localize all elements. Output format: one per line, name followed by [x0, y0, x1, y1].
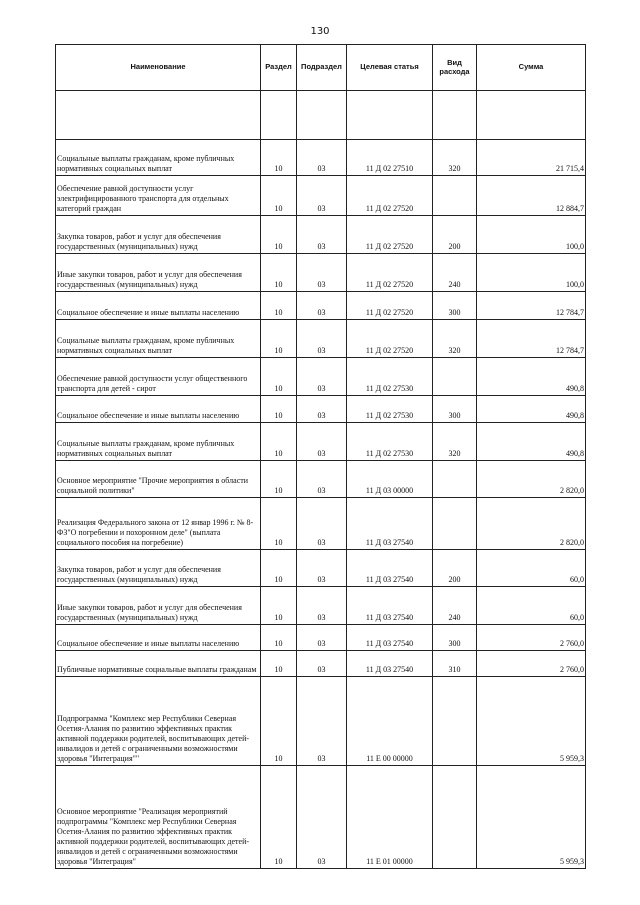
row-type: 300 — [433, 396, 477, 423]
row-sum: 5 959,3 — [477, 677, 586, 766]
row-target: 11 Д 03 27540 — [347, 651, 433, 677]
row-subsection: 03 — [297, 216, 347, 254]
table-header-row — [56, 45, 586, 91]
row-subsection: 03 — [297, 176, 347, 216]
row-subsection: 03 — [297, 677, 347, 766]
header-name: Наименование — [56, 45, 261, 91]
row-section: 10 — [261, 254, 297, 292]
row-sum: 60,0 — [477, 587, 586, 625]
row-sum: 100,0 — [477, 254, 586, 292]
row-sum: 21 715,4 — [477, 140, 586, 176]
row-type: 320 — [433, 423, 477, 461]
row-target: 11 Е 01 00000 — [347, 766, 433, 869]
table-row — [56, 176, 586, 216]
row-subsection: 03 — [297, 423, 347, 461]
header-type: Вид расхода — [433, 45, 477, 91]
row-section: 10 — [261, 423, 297, 461]
table-row — [56, 358, 586, 396]
row-section: 10 — [261, 358, 297, 396]
row-type — [433, 498, 477, 550]
row-subsection: 03 — [297, 254, 347, 292]
row-sum: 12 784,7 — [477, 292, 586, 320]
row-section: 10 — [261, 587, 297, 625]
row-type — [433, 766, 477, 869]
row-target: 11 Д 02 27530 — [347, 358, 433, 396]
row-section: 10 — [261, 461, 297, 498]
row-name: Основное мероприятие "Реализация мероприятий подпрограммы "Комплекс мер Республики Северная Осетия-Алания по развитию эффективных практик активной поддержки родителей, воспитывающих детей-инвалидов и детей с ограниченными возможностями здоровья "Интеграция" — [56, 766, 261, 869]
row-type: 320 — [433, 320, 477, 358]
row-section: 10 — [261, 140, 297, 176]
page-number: 130 — [310, 26, 330, 37]
table-row — [56, 498, 586, 550]
row-target: 11 Д 02 27520 — [347, 216, 433, 254]
row-subsection: 03 — [297, 461, 347, 498]
row-type: 240 — [433, 587, 477, 625]
row-name: Социальное обеспечение и иные выплаты населению — [56, 625, 261, 651]
table-row — [56, 292, 586, 320]
row-sum: 12 784,7 — [477, 320, 586, 358]
row-name: Обеспечение равной доступности услуг электрифицированного транспорта для отдельных категорий граждан — [56, 176, 261, 216]
table-row — [56, 320, 586, 358]
row-subsection: 03 — [297, 396, 347, 423]
row-name: Иные закупки товаров, работ и услуг для обеспечения государственных (муниципальных) нужд — [56, 254, 261, 292]
row-target: 11 Д 03 27540 — [347, 587, 433, 625]
row-type: 200 — [433, 216, 477, 254]
row-subsection: 03 — [297, 651, 347, 677]
table-row — [56, 396, 586, 423]
row-name: Закупка товаров, работ и услуг для обеспечения государственных (муниципальных) нужд — [56, 550, 261, 587]
row-subsection: 03 — [297, 320, 347, 358]
row-subsection: 03 — [297, 766, 347, 869]
row-section: 10 — [261, 677, 297, 766]
row-subsection: 03 — [297, 292, 347, 320]
row-sum: 2 760,0 — [477, 651, 586, 677]
row-section: 10 — [261, 498, 297, 550]
row-name: Публичные нормативные социальные выплаты гражданам — [56, 651, 261, 677]
row-target: 11 Д 02 27520 — [347, 292, 433, 320]
row-sum: 60,0 — [477, 550, 586, 587]
row-subsection: 03 — [297, 498, 347, 550]
row-section: 10 — [261, 625, 297, 651]
row-target: 11 Д 03 27540 — [347, 550, 433, 587]
table-row — [56, 140, 586, 176]
row-name: Реализация Федерального закона от 12 январ 1996 г. № 8-ФЗ"О погребении и похоронном деле" (выплата социального пособия на погребение) — [56, 498, 261, 550]
row-target: 11 Д 02 27520 — [347, 320, 433, 358]
header-sum: Сумма — [477, 45, 586, 91]
row-target: 11 Д 02 27520 — [347, 254, 433, 292]
row-type: 310 — [433, 651, 477, 677]
row-section: 10 — [261, 176, 297, 216]
row-name: Социальное обеспечение и иные выплаты населению — [56, 292, 261, 320]
row-type: 300 — [433, 625, 477, 651]
row-target: 11 Д 02 27530 — [347, 396, 433, 423]
table-row — [56, 625, 586, 651]
row-name: Подпрограмма "Комплекс мер Республики Северная Осетия-Алания по развитию эффективных практик активной поддержки родителей, воспитывающих детей-инвалидов и детей с ограниченными возможностями здоровья "Интеграция"" — [56, 677, 261, 766]
row-type — [433, 358, 477, 396]
row-subsection: 03 — [297, 550, 347, 587]
header-target: Целевая статья — [347, 45, 433, 91]
table-row — [56, 423, 586, 461]
table-row — [56, 766, 586, 869]
table-row — [56, 216, 586, 254]
table-row — [56, 550, 586, 587]
row-name: Социальные выплаты гражданам, кроме публичных нормативных социальных выплат — [56, 423, 261, 461]
row-sum: 2 820,0 — [477, 461, 586, 498]
row-name: Социальные выплаты гражданам, кроме публичных нормативных социальных выплат — [56, 140, 261, 176]
table-row — [56, 587, 586, 625]
row-section: 10 — [261, 216, 297, 254]
row-type — [433, 461, 477, 498]
header-section: Раздел — [261, 45, 297, 91]
blank-row — [56, 91, 586, 140]
row-section: 10 — [261, 651, 297, 677]
row-sum: 490,8 — [477, 358, 586, 396]
row-subsection: 03 — [297, 587, 347, 625]
row-target: 11 Д 02 27520 — [347, 176, 433, 216]
row-type: 240 — [433, 254, 477, 292]
row-target: 11 Д 03 27540 — [347, 498, 433, 550]
table-row — [56, 677, 586, 766]
row-subsection: 03 — [297, 140, 347, 176]
row-target: 11 Д 02 27510 — [347, 140, 433, 176]
row-sum: 2 760,0 — [477, 625, 586, 651]
row-subsection: 03 — [297, 358, 347, 396]
row-section: 10 — [261, 550, 297, 587]
row-sum: 5 959,3 — [477, 766, 586, 869]
row-section: 10 — [261, 320, 297, 358]
row-sum: 12 884,7 — [477, 176, 586, 216]
row-sum: 100,0 — [477, 216, 586, 254]
row-target: 11 Д 03 27540 — [347, 625, 433, 651]
row-name: Социальное обеспечение и иные выплаты населению — [56, 396, 261, 423]
row-type: 200 — [433, 550, 477, 587]
header-subsection: Подраздел — [297, 45, 347, 91]
row-subsection: 03 — [297, 625, 347, 651]
table-row — [56, 461, 586, 498]
row-target: 11 Е 00 00000 — [347, 677, 433, 766]
row-target: 11 Д 02 27530 — [347, 423, 433, 461]
row-name: Социальные выплаты гражданам, кроме публичных нормативных социальных выплат — [56, 320, 261, 358]
row-type — [433, 176, 477, 216]
table-row — [56, 254, 586, 292]
row-name: Обеспечение равной доступности услуг общественного транспорта для детей - сирот — [56, 358, 261, 396]
row-section: 10 — [261, 292, 297, 320]
row-section: 10 — [261, 766, 297, 869]
row-sum: 490,8 — [477, 396, 586, 423]
row-target: 11 Д 03 00000 — [347, 461, 433, 498]
row-sum: 2 820,0 — [477, 498, 586, 550]
row-sum: 490,8 — [477, 423, 586, 461]
row-type — [433, 677, 477, 766]
row-name: Основное мероприятие "Прочие мероприятия в области социальной политики" — [56, 461, 261, 498]
row-name: Закупка товаров, работ и услуг для обеспечения государственных (муниципальных) нужд — [56, 216, 261, 254]
row-name: Иные закупки товаров, работ и услуг для обеспечения государственных (муниципальных) нужд — [56, 587, 261, 625]
table-row — [56, 651, 586, 677]
row-section: 10 — [261, 396, 297, 423]
row-type: 320 — [433, 140, 477, 176]
budget-table — [55, 44, 586, 869]
row-type: 300 — [433, 292, 477, 320]
